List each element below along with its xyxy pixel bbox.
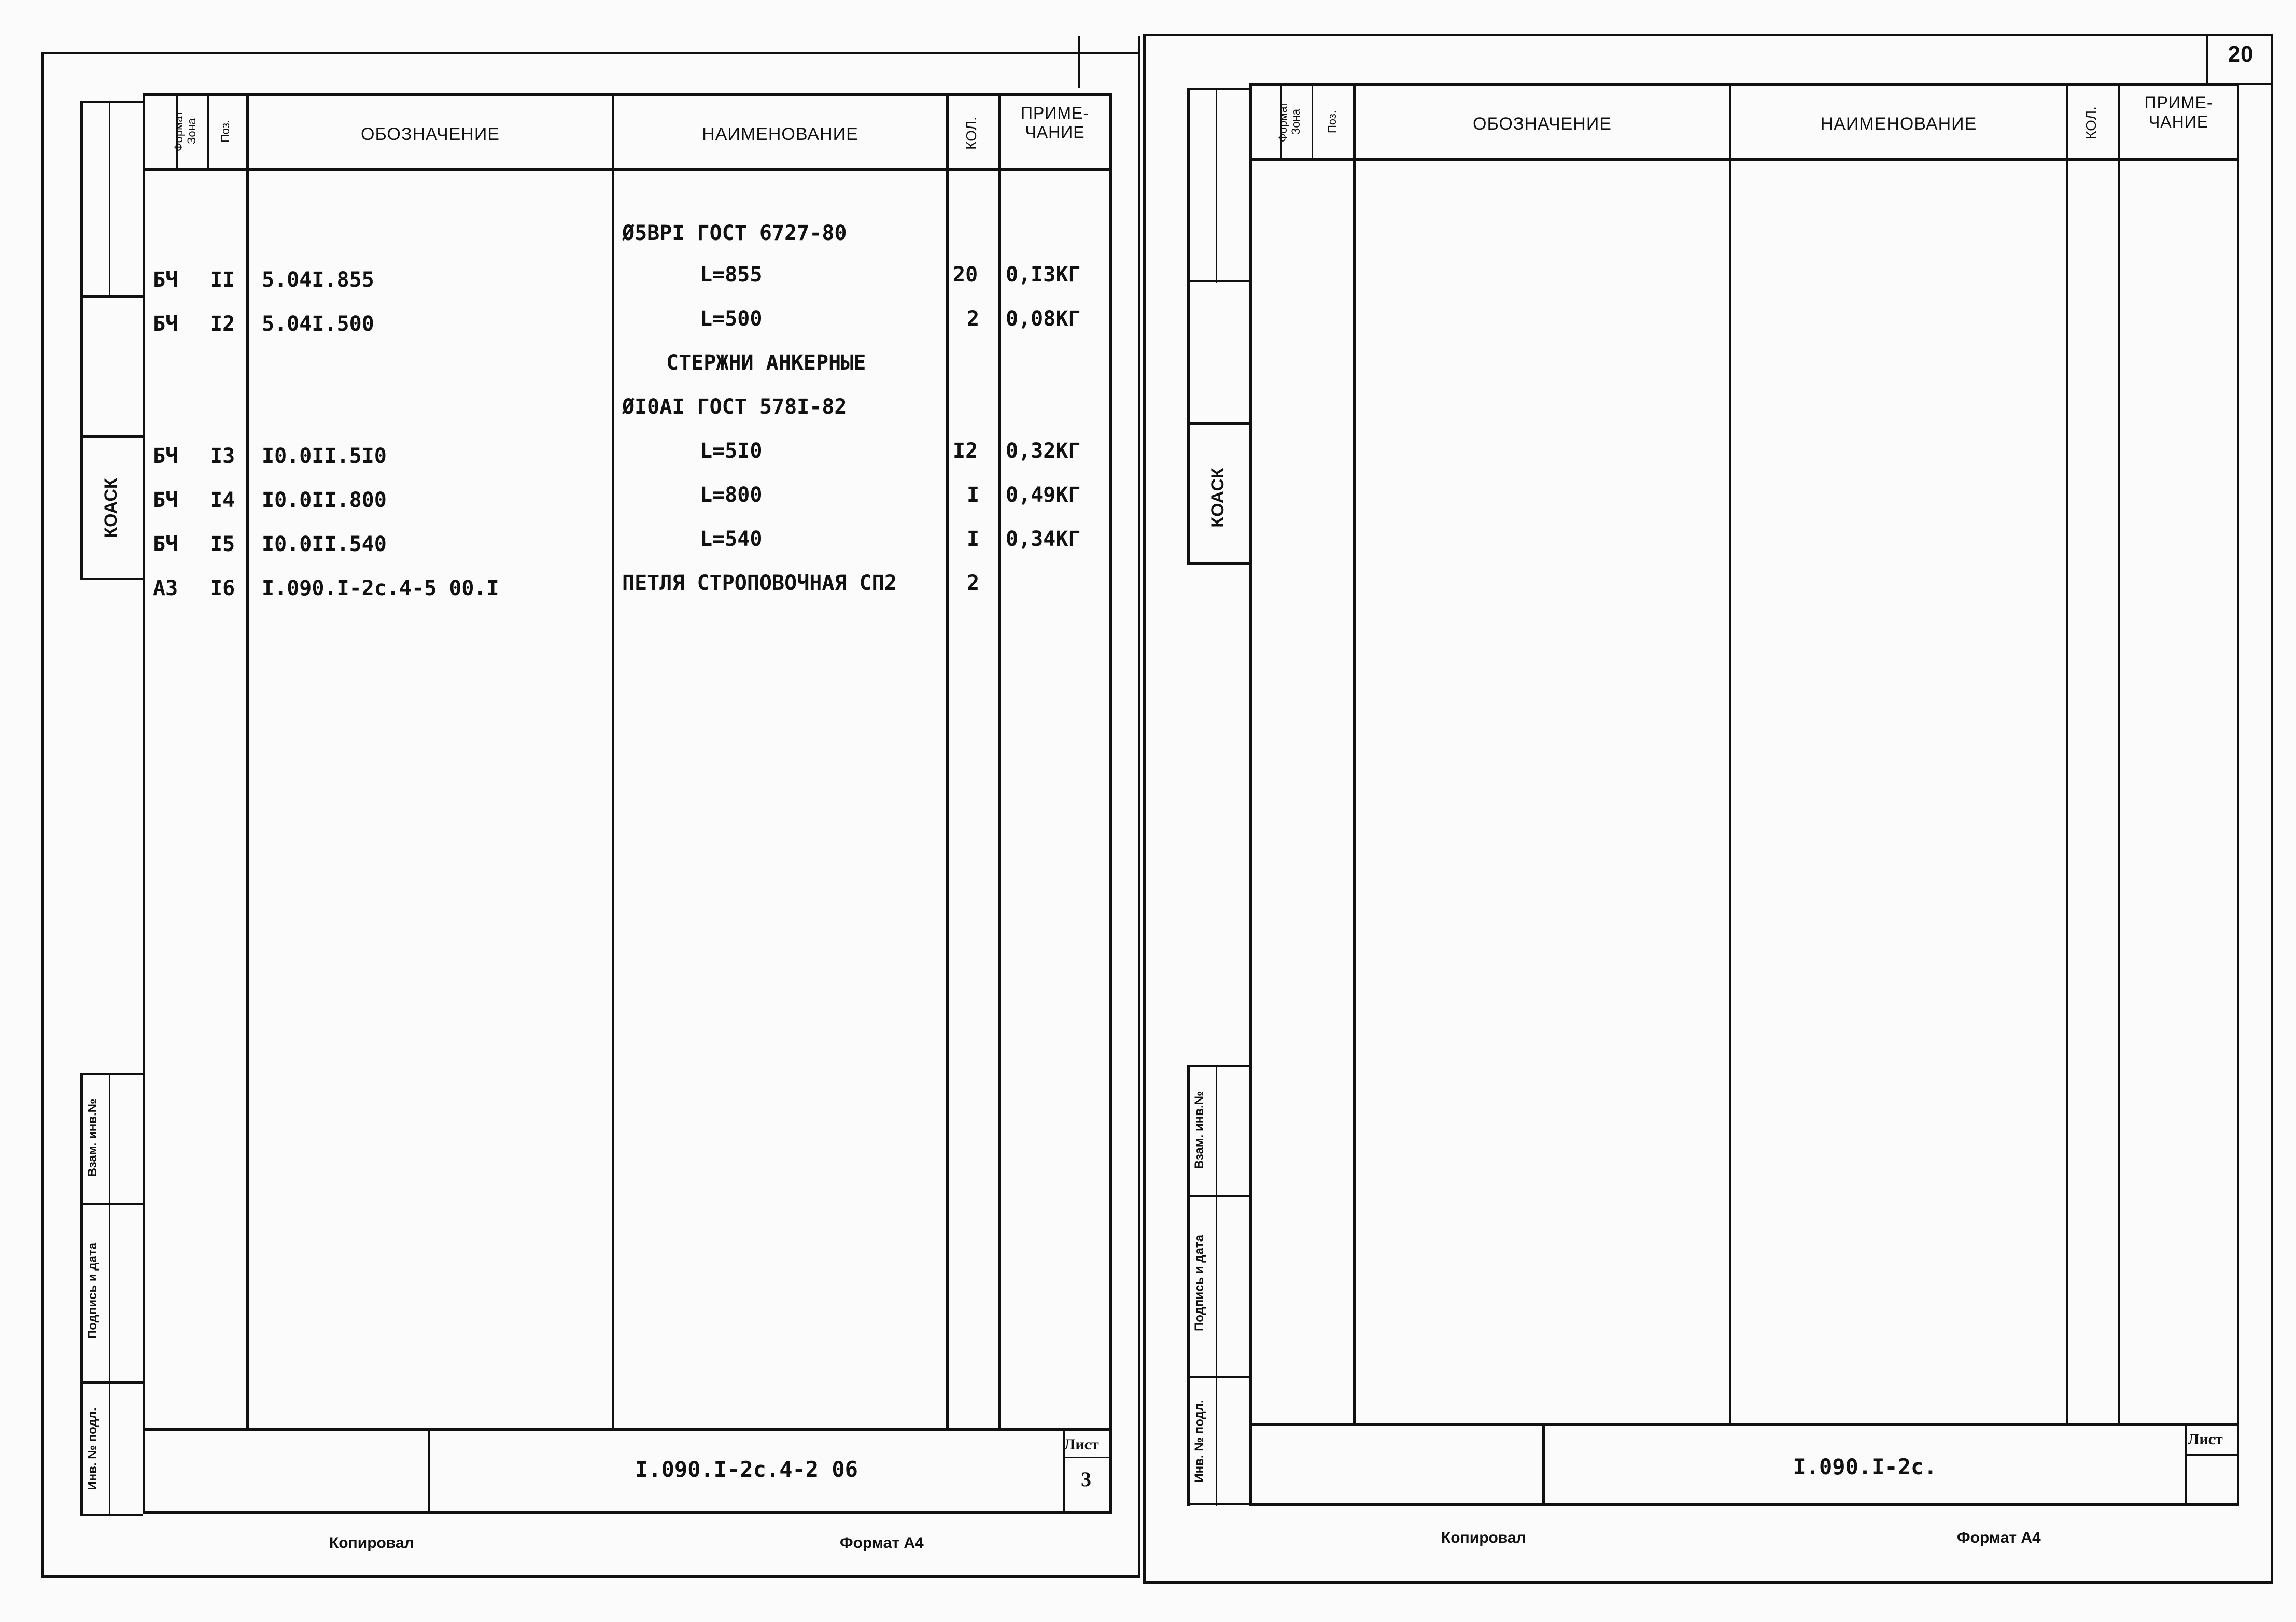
row-qty: 2 [967, 571, 980, 595]
replace-inv-label: Взам. инв.№ [86, 1098, 100, 1177]
format-label: Формат А4 [840, 1534, 924, 1552]
row-name: L=540 [700, 527, 763, 551]
row-pos: I6 [210, 576, 235, 600]
row-pos: I5 [210, 532, 235, 556]
sheet-number: 3 [1081, 1468, 1091, 1491]
row-designation: I0.0II.5I0 [262, 444, 387, 468]
row-name: L=5I0 [700, 439, 763, 463]
replace-inv-label: Взам. инв.№ [1192, 1091, 1206, 1169]
sheet-label: Лист [2188, 1431, 2223, 1448]
row-name: ПЕТЛЯ СТРОПОВОЧНАЯ СП2 [622, 571, 897, 595]
row-note: 0,32КГ [1006, 439, 1081, 463]
header-designation: ОБОЗНАЧЕНИЕ [1473, 114, 1612, 134]
header-zone: Зона [185, 118, 198, 144]
row-qty: 2 [967, 307, 980, 331]
header-qty: КОЛ. [963, 117, 979, 150]
row-format: БЧ [153, 312, 178, 336]
koack-label: КОАСК [101, 478, 121, 538]
row-note: 0,08КГ [1006, 307, 1081, 331]
row-name: СТЕРЖНИ АНКЕРНЫЕ [666, 351, 866, 375]
row-note: 0,34КГ [1006, 527, 1081, 551]
row-name: ØI0AI ГОСТ 578I-82 [622, 395, 847, 419]
sign-date-label: Подпись и дата [1192, 1235, 1206, 1331]
header-pos: Поз. [1326, 110, 1339, 133]
row-designation: I0.0II.800 [262, 488, 387, 512]
row-designation: I0.0II.540 [262, 532, 387, 556]
header-zone: Зона [1289, 109, 1302, 135]
header-designation: ОБОЗНАЧЕНИЕ [361, 124, 500, 144]
row-format: БЧ [153, 268, 178, 292]
row-designation: 5.04I.500 [262, 312, 374, 336]
row-designation: I.090.I-2с.4-5 00.I [262, 576, 499, 600]
header-format: Формат [172, 110, 185, 152]
row-designation: 5.04I.855 [262, 268, 374, 292]
row-qty: 20 [953, 263, 978, 287]
row-qty: I [967, 527, 980, 551]
copied-label: Копировал [1441, 1529, 1526, 1546]
row-format: А3 [153, 576, 178, 600]
sheet-label: Лист [1064, 1436, 1099, 1453]
row-note: 0,49КГ [1006, 483, 1081, 507]
koack-label: КОАСК [1208, 468, 1228, 528]
row-name: L=855 [700, 263, 763, 287]
inv-orig-label: Инв. № подл. [86, 1407, 100, 1490]
doc-code: I.090.I-2с.4-2 06 [635, 1457, 858, 1482]
row-format: БЧ [153, 532, 178, 556]
row-pos: II [210, 268, 235, 292]
sign-date-label: Подпись и дата [86, 1243, 100, 1339]
page-number: 20 [2228, 41, 2253, 67]
inv-orig-label: Инв. № подл. [1192, 1400, 1206, 1483]
header-format: Формат [1276, 101, 1289, 143]
header-name: НАИМЕНОВАНИЕ [1820, 114, 1977, 134]
row-note: 0,I3КГ [1006, 263, 1081, 287]
row-pos: I3 [210, 444, 235, 468]
header-note: ПРИМЕ- ЧАНИЕ [1021, 104, 1089, 142]
doc-code: I.090.I-2с. [1793, 1454, 1937, 1479]
row-name: L=500 [700, 307, 763, 331]
row-qty: I [967, 483, 980, 507]
row-format: БЧ [153, 488, 178, 512]
header-name: НАИМЕНОВАНИЕ [702, 124, 858, 144]
row-name: L=800 [700, 483, 763, 507]
row-name: Ø5ВРI ГОСТ 6727-80 [622, 221, 847, 245]
row-qty: I2 [953, 439, 978, 463]
header-note: ПРИМЕ- ЧАНИЕ [2144, 93, 2213, 131]
format-label: Формат А4 [1957, 1529, 2041, 1546]
header-qty: КОЛ. [2083, 106, 2099, 139]
header-pos: Поз. [219, 120, 232, 143]
copied-label: Копировал [329, 1534, 414, 1552]
row-pos: I2 [210, 312, 235, 336]
row-format: БЧ [153, 444, 178, 468]
row-pos: I4 [210, 488, 235, 512]
